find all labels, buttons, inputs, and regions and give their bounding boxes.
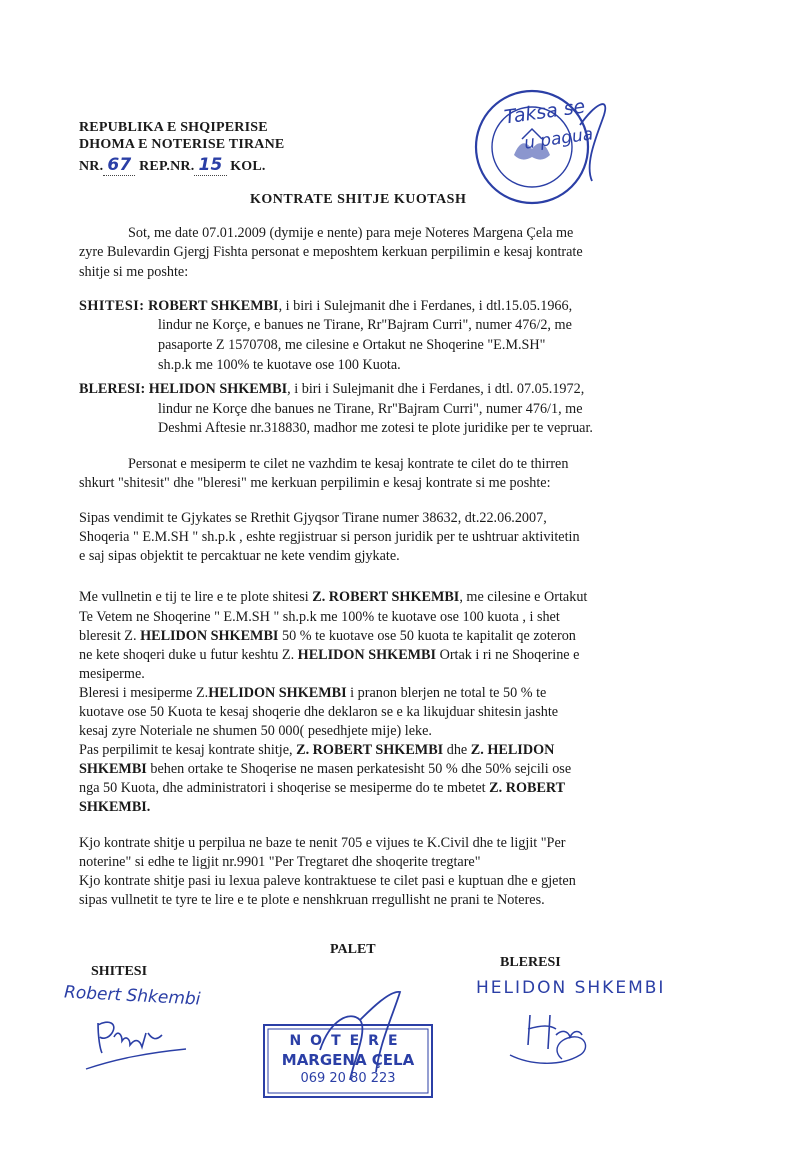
para1-line-2: shkurt "shitesit" dhe "bleresi" me kerkuan perpilimin e kesaj kontrate si me poshte: [79, 475, 551, 491]
para1-line-1: Personat e mesiperm te cilet ne vazhdim te kesaj kontrate te cilet do te thirren [128, 456, 569, 472]
para3-line-1 [79, 589, 587, 605]
para5-text-3a: nga 50 Kuota, dhe administratori i shoqerise se mesiperme do te mbetet [79, 780, 490, 796]
para3-seller-name: Z. ROBERT SHKEMBI [312, 589, 460, 605]
buyer-signature-label: BLERESI [500, 955, 561, 970]
seller-signature-label: SHITESI [91, 964, 148, 979]
intro-line-1: Sot, me date 07.01.2009 (dymije e nente) para meje Noteres Margena Çela me [128, 225, 574, 241]
notary-stamp-title: NOTERE [289, 1033, 407, 1049]
stamp-handwritten-paid: u pagua [522, 124, 595, 154]
para2-line-3: e saj sipas objektit te percaktuar ne kete vendim gjykate. [79, 548, 400, 564]
para3-line-3 [79, 628, 576, 644]
header-numbers [79, 155, 266, 175]
para5-text-2b: behen ortake te Shoqerise ne masen perkatesisht 50 % dhe 50% sejcili ose [146, 761, 572, 777]
seller-line-3: pasaporte Z 1570708, me cilesine e Ortakut ne Shoqerine "E.M.SH" [158, 337, 546, 353]
para5-seller-name: Z. ROBERT SHKEMBI [296, 742, 444, 758]
nr-label: NR. [79, 159, 104, 174]
rep-label: REP.NR. [139, 159, 195, 174]
seller-signature [80, 1003, 200, 1073]
intro-line-2: zyre Bulevardin Gjergj Fishta personat e meposhtem kerkuan perpilimin e kesaj kontrate [79, 244, 583, 260]
buyer-name: HELIDON SHKEMBI [148, 381, 288, 397]
contract-title: KONTRATE SHITJE KUOTASH [250, 192, 467, 207]
seller-label: SHITESI: [79, 298, 145, 314]
para5-buyer-name-a: Z. HELIDON [470, 742, 555, 758]
para4-line-2: kuotave ose 50 Kuota te kesaj shoqerie dhe deklaron se e ka likujduar shitesin jashte [79, 704, 559, 720]
para3-text-1a: Me vullnetin e tij te lire e te plote shitesi [79, 589, 313, 605]
notary-stamp-phone: 069 20 80 223 [300, 1071, 396, 1086]
buyer-label: BLERESI: [79, 381, 146, 397]
para6-line-2: noterine" si edhe te ligjit nr.9901 "Per Tregtaret dhe shoqerite tregtare" [79, 854, 481, 870]
para5-line-2 [79, 761, 571, 777]
para4-text-1a: Bleresi i mesiperme Z. [79, 685, 209, 701]
para6-line-3: Kjo kontrate shitje pasi iu lexua paleve kontraktuese te cilet pasi e kuptuan dhe e gjeten [79, 873, 576, 889]
para5-admin-name-a: Z. ROBERT [489, 780, 566, 796]
para4-text-1c: i pranon blerjen ne total te 50 % te [346, 685, 547, 701]
buyer-line-3: Deshmi Aftesie nr.318830, madhor me zotesi te plote juridike per te vepruar. [158, 420, 593, 436]
rep-value: 15 [194, 155, 226, 176]
para4-buyer-name: HELIDON SHKEMBI [208, 685, 347, 701]
header-republic: REPUBLIKA E SHQIPERISE [79, 120, 268, 135]
para4-line-3: kesaj zyre Noteriale ne shumen 50 000( pesedhjete mije) leke. [79, 723, 432, 739]
notary-stamp-name: MARGENA ÇELA [281, 1051, 415, 1069]
para3-buyer-name-2: HELIDON SHKEMBI [297, 647, 437, 663]
seller-name: ROBERT SHKEMBI [148, 298, 279, 314]
para5-text-1c: dhe [443, 742, 471, 758]
para6-line-4: sipas vullnetit te tyre te lire e te plote e nenshkruan rregullisht ne prani te Noteres. [79, 892, 545, 908]
para3-text-3a: bleresit Z. [79, 628, 141, 644]
buyer-handwritten-name: HELIDON SHKEMBI [476, 978, 666, 998]
para5-line-4: SHKEMBI. [79, 799, 151, 815]
seller-line-2: lindur ne Korçe, e banues ne Tirane, Rr"Bajram Curri", numer 476/2, me [158, 317, 572, 333]
buyer-signature [500, 995, 620, 1075]
para6-line-1: Kjo kontrate shitje u perpilua ne baze te nenit 705 e vijues te K.Civil dhe te ligjit "Per [79, 835, 566, 851]
intro-line-3: shitje si me poshte: [79, 264, 189, 280]
seller-details-1: , i biri i Sulejmanit dhe i Ferdanes, i dtl.15.05.1966, [278, 298, 573, 314]
para3-text-3c: 50 % te kuotave ose 50 kuota te kapitalit qe zoteron [278, 628, 576, 644]
para3-text-1c: , me cilesine e Ortakut [459, 589, 588, 605]
stamp-handwritten-tax: Taksa se [502, 95, 587, 129]
para2-line-2: Shoqeria " E.M.SH " sh.p.k , eshte regjistruar si person juridik per te ushtruar aktivitetin [79, 529, 580, 545]
para3-line-4 [79, 647, 579, 663]
para3-text-4a: ne kete shoqeri duke u futur keshtu Z. [79, 647, 298, 663]
buyer-line-2: lindur ne Korçe dhe banues ne Tirane, Rr"Bajram Curri", numer 476/1, me [158, 401, 583, 417]
header-chamber: DHOMA E NOTERISE TIRANE [79, 137, 285, 152]
buyer-details-1: , i biri i Sulejmanit dhe i Ferdanes, i dtl. 07.05.1972, [287, 381, 585, 397]
para5-line-1 [79, 742, 554, 758]
para3-line-2: Te Vetem ne Shoqerine " E.M.SH " sh.p.k me 100% te kuotave ose 100 kuota , i shet [79, 609, 560, 625]
seller-line-4: sh.p.k me 100% te kuotave ose 100 Kuota. [158, 357, 401, 373]
round-stamp [452, 85, 622, 225]
para5-line-3 [79, 780, 565, 796]
notary-signature [300, 990, 430, 1090]
para5-buyer-name-b: SHKEMBI [79, 761, 147, 777]
nr-value: 67 [103, 155, 135, 176]
para3-buyer-name: HELIDON SHKEMBI [140, 628, 279, 644]
para3-text-4c: Ortak i ri ne Shoqerine e [436, 647, 580, 663]
para5-text-1a: Pas perpilimit te kesaj kontrate shitje, [79, 742, 297, 758]
kol-label: KOL. [230, 159, 266, 174]
para3-line-5: mesiperme. [79, 666, 145, 682]
para2-line-1: Sipas vendimit te Gjykates se Rrethit Gjyqsor Tirane numer 38632, dt.22.06.2007, [79, 510, 547, 526]
parties-heading: PALET [330, 942, 376, 957]
buyer-line-1 [79, 381, 584, 397]
seller-handwritten-name: Robert Shkembi [63, 982, 201, 1010]
para4-line-1 [79, 685, 546, 701]
seller-line-1 [79, 298, 572, 314]
